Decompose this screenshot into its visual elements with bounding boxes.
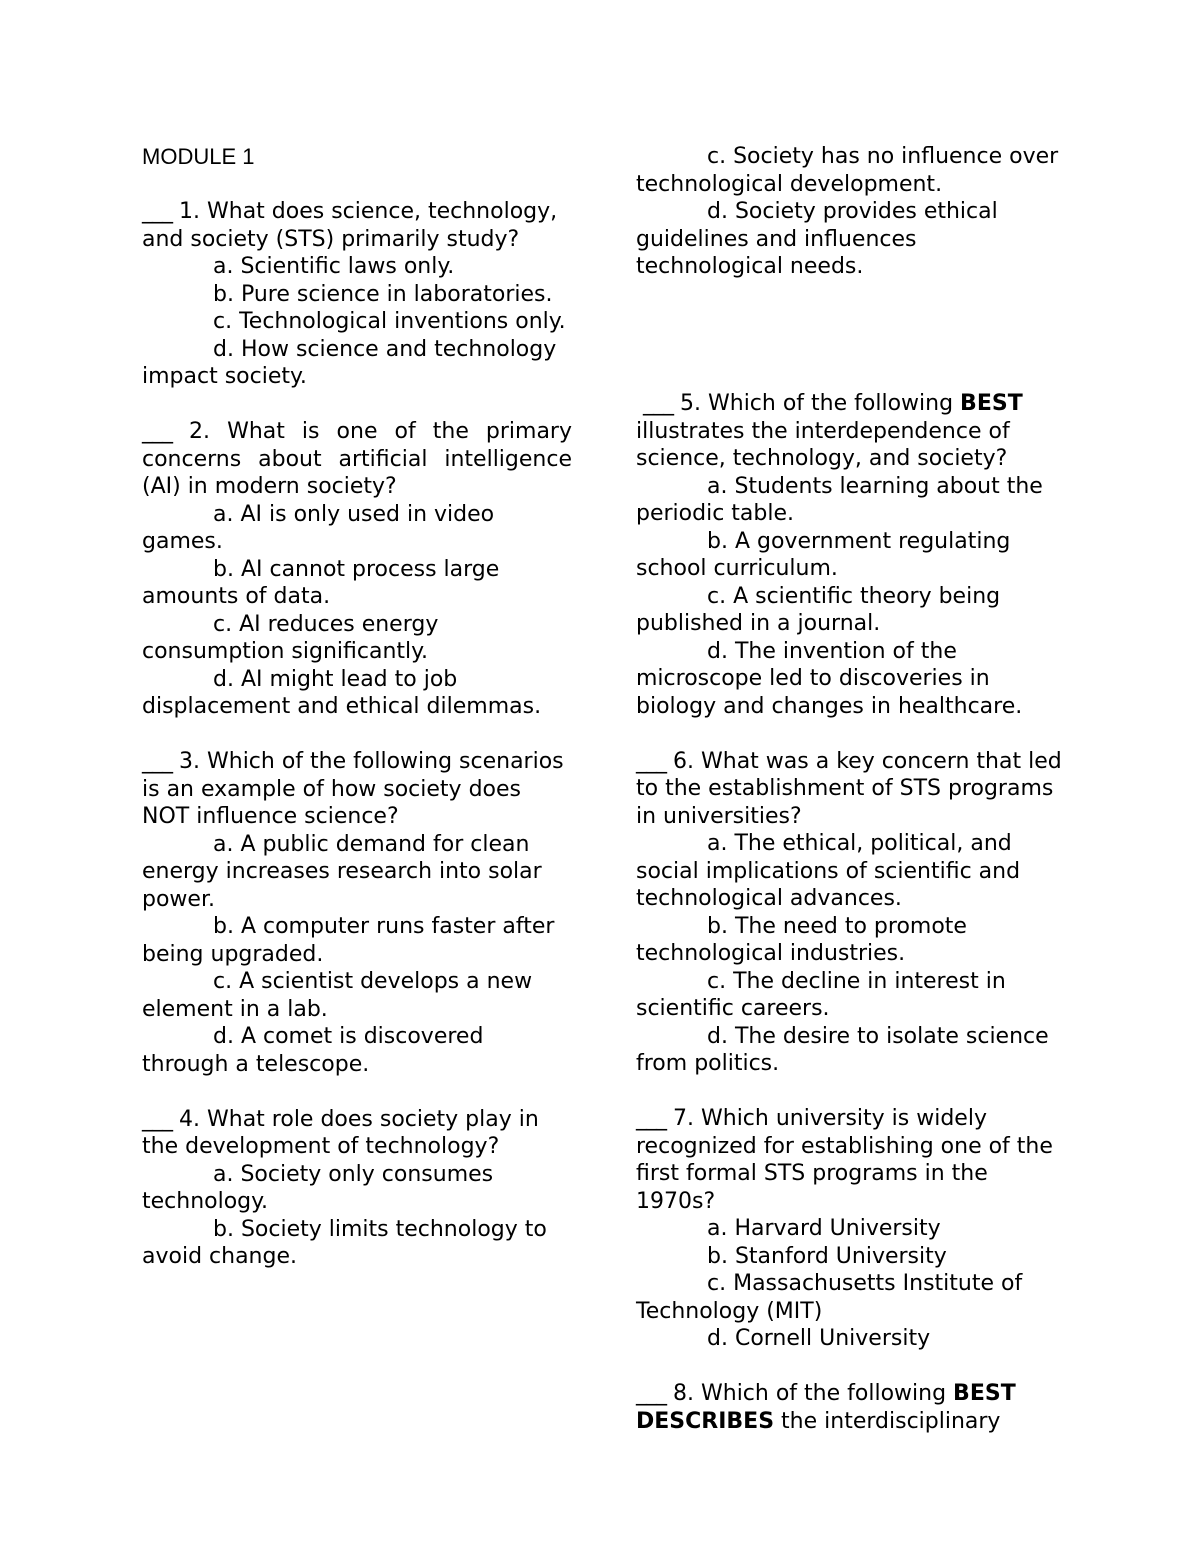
- question-7-stem: [636, 1105, 1068, 1215]
- answer-blank: ___: [643, 391, 673, 416]
- option-a: a. AI is only used in video games.: [142, 501, 495, 554]
- question-4: [142, 1106, 572, 1271]
- question-text: Which university is widely recognized for establishing one of the first formal STS programs in the 1970s?: [636, 1106, 1053, 1214]
- question-text: What is one of the primary concerns about artificial intelligence (AI) in modern society?: [142, 419, 572, 499]
- option-b: b. Pure science in laboratories.: [213, 281, 553, 307]
- question-number: 3.: [179, 749, 200, 774]
- question-text: What does science, technology, and society (STS) primarily study?: [142, 199, 558, 252]
- option-c: c. A scientist develops a new element in a lab.: [142, 969, 533, 1022]
- question-5-stem: [636, 390, 1068, 473]
- option-a: a. A public demand for clean energy increases research into solar power.: [142, 831, 542, 912]
- answer-blank: ___: [636, 748, 666, 774]
- question-text-rest: illustrates the interdependence of science, technology, and society?: [636, 418, 1010, 471]
- answer-blank: ___: [142, 749, 172, 774]
- answer-blank: ___: [636, 1381, 666, 1406]
- question-7: [636, 1105, 1068, 1353]
- module-title: MODULE 1: [142, 144, 255, 169]
- emphasis-text: BEST: [960, 391, 1023, 416]
- option-b: b. A computer runs faster after being upgraded.: [142, 914, 555, 967]
- option-d: d. How science and technology impact society.: [142, 336, 557, 389]
- option-d: d. The desire to isolate science from politics.: [636, 1023, 1049, 1076]
- question-6-stem: [636, 748, 1068, 831]
- option-c: c. Society has no influence over technological development.: [636, 144, 1059, 197]
- question-number: 4.: [179, 1106, 200, 1132]
- question-6: [636, 748, 1068, 1078]
- option-d: d. Cornell University: [707, 1326, 931, 1351]
- right-column: [636, 143, 1068, 1463]
- option-d: d. A comet is discovered through a telescope.: [142, 1024, 484, 1077]
- question-number: 7.: [673, 1106, 694, 1131]
- question-number: 1.: [179, 199, 200, 224]
- answer-blank: ___: [142, 419, 172, 444]
- question-8-stem: [636, 1380, 1068, 1435]
- option-b: b. Stanford University: [707, 1243, 947, 1269]
- option-a: a. Scientific laws only.: [213, 254, 455, 279]
- emphasis-text: BEST DESCRIBES: [636, 1381, 1016, 1434]
- answer-blank: ___: [142, 1106, 172, 1132]
- option-b: b. Society limits technology to avoid change.: [142, 1216, 547, 1269]
- option-a: a. Society only consumes technology.: [142, 1161, 494, 1214]
- question-text-rest: the interdisciplinary: [774, 1408, 1001, 1434]
- option-c: c. AI reduces energy consumption significantly.: [142, 611, 439, 664]
- question-4-continued: [636, 143, 1068, 281]
- question-5: [636, 390, 1068, 720]
- answer-blank: ___: [636, 1106, 666, 1131]
- question-8: [636, 1380, 1068, 1435]
- answer-blank: ___: [142, 199, 172, 224]
- question-2: [142, 418, 572, 721]
- option-c: c. A scientific theory being published in a journal.: [636, 583, 1001, 636]
- question-2-stem: [142, 418, 572, 501]
- option-a: a. Students learning about the periodic table.: [636, 473, 1043, 526]
- question-4-stem: [142, 1106, 572, 1161]
- question-number: 2.: [189, 419, 211, 444]
- option-c: c. Technological inventions only.: [213, 309, 566, 334]
- option-c: c. Massachusetts Institute of Technology (MIT): [636, 1271, 1023, 1324]
- left-column: [142, 143, 572, 1298]
- option-b: b. The need to promote technological industries.: [636, 913, 967, 966]
- question-number: 5.: [680, 391, 701, 416]
- question-text: What role does society play in the development of technology?: [142, 1106, 539, 1159]
- question-text: Which of the following: [701, 1381, 954, 1406]
- question-3: [142, 748, 572, 1078]
- question-text: Which of the following: [708, 391, 961, 416]
- question-number: 8.: [673, 1381, 694, 1406]
- option-b: b. AI cannot process large amounts of data.: [142, 556, 500, 609]
- question-number: 6.: [673, 748, 694, 774]
- option-a: a. Harvard University: [707, 1216, 941, 1241]
- option-d: d. Society provides ethical guidelines and influences technological needs.: [636, 199, 998, 279]
- question-3-stem: [142, 748, 572, 831]
- column-spacer: [636, 308, 1068, 390]
- option-c: c. The decline in interest in scientific careers.: [636, 968, 1006, 1021]
- option-a: a. The ethical, political, and social implications of scientific and technological advances.: [636, 831, 1021, 911]
- question-1: [142, 198, 572, 391]
- option-d: d. The invention of the microscope led to discoveries in biology and changes in healthcare.: [636, 638, 1023, 719]
- question-1-stem: [142, 198, 572, 253]
- question-text: Which of the following scenarios is an example of how society does NOT influence science?: [142, 749, 564, 829]
- option-b: b. A government regulating school curriculum.: [636, 528, 1011, 581]
- option-d: d. AI might lead to job displacement and ethical dilemmas.: [142, 666, 542, 719]
- question-text: What was a key concern that led to the establishment of STS programs in universities?: [636, 748, 1062, 829]
